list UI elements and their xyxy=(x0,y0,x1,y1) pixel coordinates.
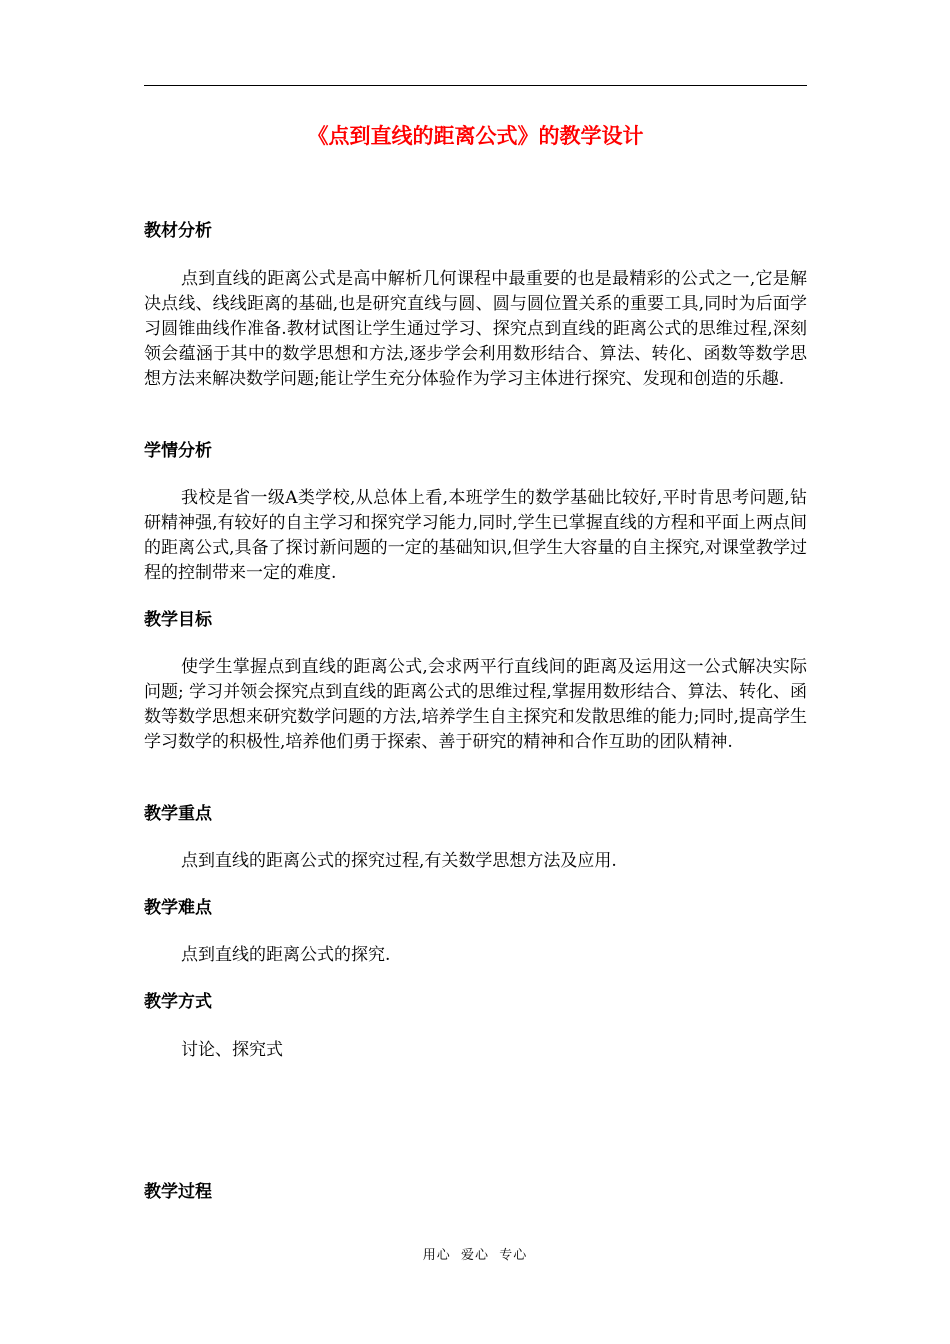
heading-teaching-process: 教学过程 xyxy=(144,1182,212,1202)
heading-teaching-method: 教学方式 xyxy=(144,992,212,1012)
body-student-analysis: 我校是省一级A类学校,从总体上看,本班学生的数学基础比较好,平时肯思考问题,钻研精神强,有较好的自主学习和探究学习能力,同时,学生已掌握直线的方程和平面上两点间的距离公式,具备了探讨新问题的一定的基础知识,但学生大容量的自主探究,对课堂教学过程的控制带来一定的难度. xyxy=(144,488,807,583)
heading-difficult-points: 教学难点 xyxy=(144,898,212,918)
body-difficult-points: 点到直线的距离公式的探究. xyxy=(181,945,391,965)
heading-teaching-objectives: 教学目标 xyxy=(144,610,212,630)
body-textbook-analysis: 点到直线的距离公式是高中解析几何课程中最重要的也是最精彩的公式之一,它是解决点线、线线距离的基础,也是研究直线与圆、圆与圆位置关系的重要工具,同时为后面学习圆锥曲线作准备.教材试图让学生通过学习、探究点到直线的距离公式的思维过程,深刻领会蕴涵于其中的数学思想和方法,逐步学会利用数形结合、算法、转化、函数等数学思想方法来解决数学问题;能让学生充分体验作为学习主体进行探究、发现和创造的乐趣. xyxy=(144,269,807,389)
document-title: 《点到直线的距离公式》的教学设计 xyxy=(307,124,644,148)
heading-textbook-analysis: 教材分析 xyxy=(144,221,212,241)
body-key-points: 点到直线的距离公式的探究过程,有关数学思想方法及应用. xyxy=(181,851,617,871)
page-footer: 用心 爱心 专心 xyxy=(422,1248,528,1263)
header-rule xyxy=(144,85,807,86)
heading-student-analysis: 学情分析 xyxy=(144,441,212,461)
body-teaching-method: 讨论、探究式 xyxy=(181,1040,283,1060)
body-teaching-objectives: 使学生掌握点到直线的距离公式,会求两平行直线间的距离及运用这一公式解决实际问题; 学习并领会探究点到直线的距离公式的思维过程,掌握用数形结合、算法、转化、函数等数学思想来研究数学问题的方法,培养学生自主探究和发散思维的能力;同时,提高学生学习数学的积极性,培养他们勇于探索、善于研究的精神和合作互助的团队精神. xyxy=(144,657,807,752)
heading-key-points: 教学重点 xyxy=(144,804,212,824)
